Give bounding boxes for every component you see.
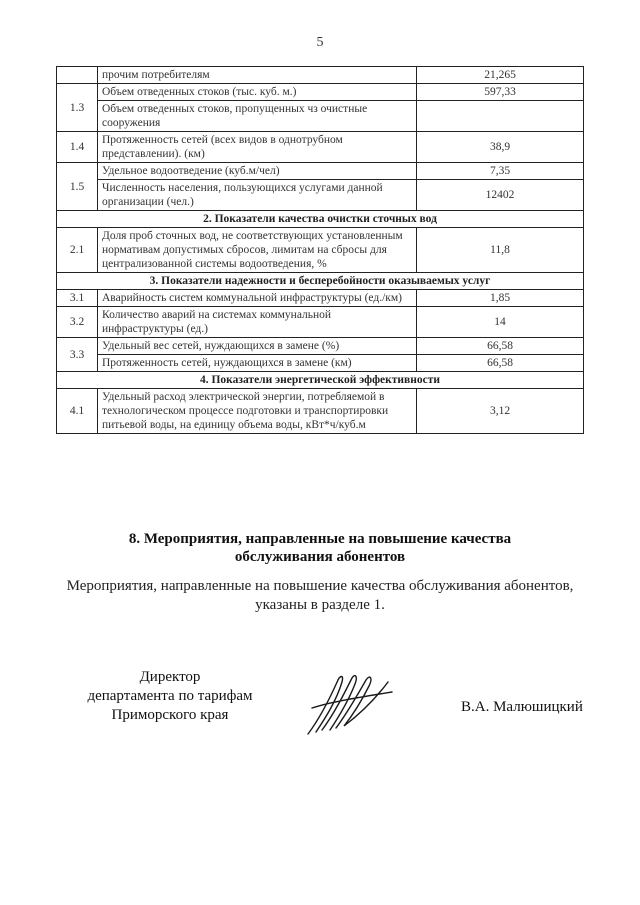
row-number: 1.4	[57, 132, 98, 163]
signatory-title-line1: Директор	[139, 669, 201, 685]
table-section-row	[57, 372, 584, 389]
row-number: 1.5	[57, 163, 98, 211]
row-number: 3.1	[57, 290, 98, 307]
indicator-name: Объем отведенных стоков (тыс. куб. м.)	[98, 84, 417, 101]
signatory-title-line2: департамента по тарифам	[87, 688, 253, 704]
indicator-name: Аварийность систем коммунальной инфраструктуры (ед./км)	[98, 290, 417, 307]
table-row	[57, 307, 584, 338]
signatory-title-line3: Приморского края	[111, 707, 229, 723]
row-number: 4.1	[57, 389, 98, 434]
section-title: 2. Показатели качества очистки сточных вод	[57, 211, 584, 228]
page-number: 5	[316, 35, 324, 50]
section-8-heading	[0, 530, 640, 566]
indicator-value: 7,35	[417, 163, 584, 180]
signatory-name: В.А. Малюшицкий	[461, 699, 583, 715]
row-number	[57, 67, 98, 84]
section-title: 3. Показатели надежности и бесперебойности оказываемых услуг	[57, 273, 584, 290]
indicator-value	[417, 101, 584, 132]
section-8-heading-line1: 8. Мероприятия, направленные на повышение качества	[128, 531, 512, 547]
indicator-value: 12402	[417, 180, 584, 211]
row-number: 2.1	[57, 228, 98, 273]
table-row	[57, 290, 584, 307]
section-8-body-line2: указаны в разделе 1.	[255, 597, 385, 613]
indicator-value: 3,12	[417, 389, 584, 434]
table-row	[57, 132, 584, 163]
table-row	[57, 67, 584, 84]
indicator-name: Удельный расход электрической энергии, потребляемой в технологическом процессе подготовки и транспортировки питьевой воды, на единицу объема воды, кВт*ч/куб.м	[98, 389, 417, 434]
indicator-name: Удельный вес сетей, нуждающихся в замене (%)	[98, 338, 417, 355]
table-row	[57, 163, 584, 180]
indicator-name: Численность населения, пользующихся услугами данной организации (чел.)	[98, 180, 417, 211]
indicator-name: Удельное водоотведение (куб.м/чел)	[98, 163, 417, 180]
indicator-value: 66,58	[417, 355, 584, 372]
row-number: 3.3	[57, 338, 98, 372]
indicators-table-body	[57, 67, 584, 434]
indicator-value: 597,33	[417, 84, 584, 101]
table-row	[57, 228, 584, 273]
table-section-row	[57, 273, 584, 290]
handwritten-signature	[300, 668, 400, 738]
section-8-body-line1: Мероприятия, направленные на повышение качества обслуживания абонентов,	[66, 578, 574, 594]
signatory-title	[60, 668, 280, 725]
indicator-value: 38,9	[417, 132, 584, 163]
indicator-name: Протяженность сетей, нуждающихся в замене (км)	[98, 355, 417, 372]
indicators-table	[56, 66, 584, 434]
indicator-name: Объем отведенных стоков, пропущенных чз очистные сооружения	[98, 101, 417, 132]
indicator-name: Доля проб сточных вод, не соответствующих установленным нормативам допустимых сбросов, лимитам на сбросы для централизованной системы водоотведения, %	[98, 228, 417, 273]
table-row	[57, 84, 584, 101]
indicator-name: Протяженность сетей (всех видов в однотрубном представлении). (км)	[98, 132, 417, 163]
section-8-body	[40, 577, 600, 615]
indicator-value: 66,58	[417, 338, 584, 355]
indicator-value: 21,265	[417, 67, 584, 84]
indicator-value: 1,85	[417, 290, 584, 307]
row-number: 3.2	[57, 307, 98, 338]
table-row	[57, 389, 584, 434]
section-8-heading-line2: обслуживания абонентов	[234, 549, 406, 565]
table-row	[57, 338, 584, 355]
table-row	[57, 355, 584, 372]
section-title: 4. Показатели энергетической эффективности	[57, 372, 584, 389]
indicator-value: 14	[417, 307, 584, 338]
indicator-name: Количество аварий на системах коммунальной инфраструктуры (ед.)	[98, 307, 417, 338]
indicator-value: 11,8	[417, 228, 584, 273]
row-number: 1.3	[57, 84, 98, 132]
indicator-name: прочим потребителям	[98, 67, 417, 84]
table-section-row	[57, 211, 584, 228]
table-row	[57, 101, 584, 132]
table-row	[57, 180, 584, 211]
